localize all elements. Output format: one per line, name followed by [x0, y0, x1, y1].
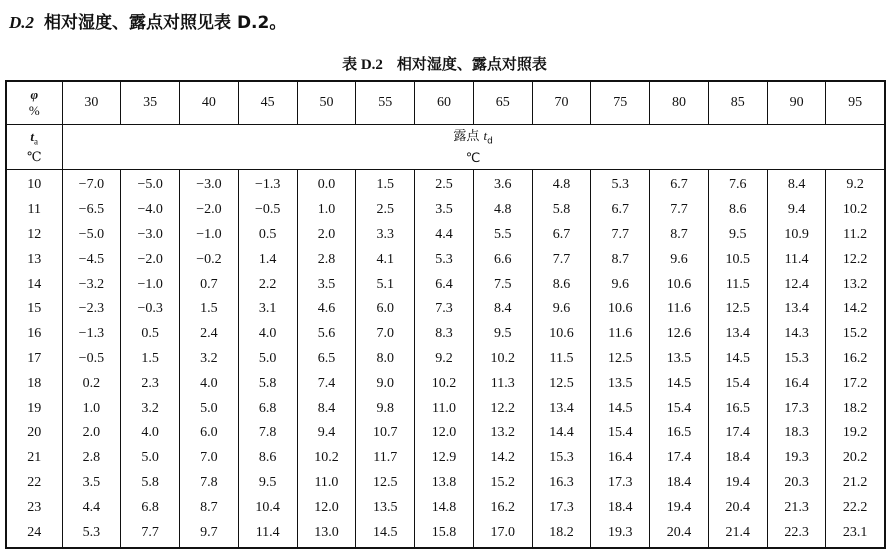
dew-point-cell: 14.2 — [473, 446, 532, 471]
dew-point-cell: 8.4 — [297, 396, 356, 421]
dew-point-cell: 12.4 — [767, 272, 826, 297]
dew-point-cell: 5.3 — [415, 247, 474, 272]
dew-point-cell: 7.5 — [473, 272, 532, 297]
temperature-cell: 24 — [6, 520, 62, 548]
dew-point-cell: −5.0 — [121, 170, 180, 198]
dew-point-cell: 10.2 — [297, 446, 356, 471]
dew-point-cell: 15.2 — [473, 471, 532, 496]
dew-point-cell: −2.3 — [62, 297, 121, 322]
dew-point-header — [62, 125, 885, 170]
dew-point-cell: 4.0 — [238, 322, 297, 347]
dew-point-cell: 21.2 — [826, 471, 885, 496]
dew-point-cell: 15.4 — [650, 396, 709, 421]
table-title: 相对湿度、露点对照表 — [396, 55, 547, 73]
dew-point-cell: −5.0 — [62, 223, 121, 248]
dew-point-cell: 14.8 — [415, 495, 474, 520]
dew-point-cell: 3.3 — [356, 223, 415, 248]
dew-point-cell: 15.8 — [415, 520, 474, 548]
dew-subscript: d — [487, 136, 493, 147]
dew-point-cell: −4.0 — [121, 198, 180, 223]
dew-point-cell: 13.8 — [415, 471, 474, 496]
ta-header-cell — [6, 125, 62, 170]
dew-point-cell: 5.8 — [238, 371, 297, 396]
dew-point-cell: 6.7 — [650, 170, 709, 198]
dew-symbol: t — [483, 127, 488, 143]
dew-point-cell: −2.0 — [121, 247, 180, 272]
dew-point-cell: 9.6 — [591, 272, 650, 297]
humidity-cell: 90 — [767, 81, 826, 125]
temperature-cell: 10 — [6, 170, 62, 198]
dew-point-cell: −3.0 — [180, 170, 239, 198]
dew-point-cell: 12.0 — [297, 495, 356, 520]
dew-point-cell: 14.5 — [356, 520, 415, 548]
dew-point-cell: 7.8 — [180, 471, 239, 496]
dew-point-cell: 11.3 — [473, 371, 532, 396]
dew-point-cell: 14.2 — [826, 297, 885, 322]
humidity-cell: 40 — [180, 81, 239, 125]
dew-point-cell: 9.4 — [767, 198, 826, 223]
table-row — [6, 371, 885, 396]
dew-point-cell: 3.1 — [238, 297, 297, 322]
humidity-cell: 55 — [356, 81, 415, 125]
dew-point-cell: 7.0 — [180, 446, 239, 471]
dew-point-cell: 0.5 — [238, 223, 297, 248]
dew-point-cell: 2.0 — [297, 223, 356, 248]
dew-point-cell: −4.5 — [62, 247, 121, 272]
temperature-cell: 22 — [6, 471, 62, 496]
dew-point-cell: 9.5 — [473, 322, 532, 347]
dew-point-cell: 7.0 — [356, 322, 415, 347]
humidity-cell: 50 — [297, 81, 356, 125]
dew-point-cell: 13.2 — [826, 272, 885, 297]
dew-point-cell: 15.3 — [532, 446, 591, 471]
dew-point-cell: 7.7 — [591, 223, 650, 248]
dew-point-cell: 18.2 — [532, 520, 591, 548]
dew-point-cell: 13.4 — [708, 322, 767, 347]
dew-point-cell: 17.2 — [826, 371, 885, 396]
dew-point-cell: 5.3 — [62, 520, 121, 548]
dew-point-cell: 17.0 — [473, 520, 532, 548]
dew-point-cell: 13.4 — [532, 396, 591, 421]
dew-point-cell: 9.7 — [180, 520, 239, 548]
humidity-cell: 75 — [591, 81, 650, 125]
dew-point-cell: 10.7 — [356, 421, 415, 446]
dew-point-cell: 2.8 — [62, 446, 121, 471]
dew-point-cell: 7.7 — [532, 247, 591, 272]
dew-point-cell: 21.3 — [767, 495, 826, 520]
dew-point-cell: 14.5 — [591, 396, 650, 421]
humidity-cell: 85 — [708, 81, 767, 125]
dew-point-cell: 14.5 — [708, 347, 767, 372]
dew-point-cell: 16.2 — [826, 347, 885, 372]
dew-point-cell: 16.3 — [532, 471, 591, 496]
table-row — [6, 396, 885, 421]
dew-point-cell: 18.4 — [591, 495, 650, 520]
dew-point-cell: 9.2 — [415, 347, 474, 372]
dew-point-cell: 17.3 — [532, 495, 591, 520]
dew-point-cell: 9.5 — [708, 223, 767, 248]
table-row — [6, 347, 885, 372]
dew-point-cell: 12.5 — [591, 347, 650, 372]
table-row — [6, 471, 885, 496]
dew-point-cell: 19.3 — [767, 446, 826, 471]
dew-point-cell: 1.0 — [297, 198, 356, 223]
dew-point-cell: 7.3 — [415, 297, 474, 322]
dew-point-cell: 2.0 — [62, 421, 121, 446]
dew-point-cell: 13.2 — [473, 421, 532, 446]
humidity-cell: 30 — [62, 81, 121, 125]
dew-point-cell: 6.5 — [297, 347, 356, 372]
dew-point-cell: 16.5 — [650, 421, 709, 446]
dew-point-cell: 16.5 — [708, 396, 767, 421]
dew-point-cell: 11.0 — [415, 396, 474, 421]
dew-point-cell: 5.0 — [121, 446, 180, 471]
dew-point-cell: 15.3 — [767, 347, 826, 372]
dew-point-cell: 11.2 — [826, 223, 885, 248]
dew-point-table — [5, 80, 886, 549]
dew-point-cell: 16.2 — [473, 495, 532, 520]
dew-point-cell: 11.5 — [708, 272, 767, 297]
dew-point-cell: 8.6 — [532, 272, 591, 297]
dew-point-cell: 19.3 — [591, 520, 650, 548]
dew-point-cell: 13.5 — [356, 495, 415, 520]
table-row — [6, 223, 885, 248]
phi-header-cell — [6, 81, 62, 125]
dew-point-cell: 6.0 — [180, 421, 239, 446]
temperature-cell: 19 — [6, 396, 62, 421]
humidity-cell: 80 — [650, 81, 709, 125]
dew-point-cell: 2.3 — [121, 371, 180, 396]
dew-label: 露点 — [453, 128, 484, 144]
dew-point-cell: 7.4 — [297, 371, 356, 396]
dew-point-cell: 1.5 — [180, 297, 239, 322]
dew-point-cell: 15.4 — [591, 421, 650, 446]
dew-point-cell: 10.2 — [826, 198, 885, 223]
dew-point-cell: 9.4 — [297, 421, 356, 446]
dew-point-cell: 10.4 — [238, 495, 297, 520]
dew-point-cell: 2.8 — [297, 247, 356, 272]
temperature-cell: 13 — [6, 247, 62, 272]
dew-point-cell: 11.7 — [356, 446, 415, 471]
dew-point-cell: 5.0 — [238, 347, 297, 372]
dew-point-cell: 5.6 — [297, 322, 356, 347]
phi-unit: % — [28, 103, 40, 118]
dew-point-cell: 1.5 — [356, 170, 415, 198]
dew-point-cell: 8.7 — [650, 223, 709, 248]
table-body — [6, 170, 885, 548]
dew-point-cell: 12.6 — [650, 322, 709, 347]
table-row — [6, 421, 885, 446]
table-code: 表 D.2 — [342, 57, 383, 73]
table-row — [6, 322, 885, 347]
dew-point-cell: 10.5 — [708, 247, 767, 272]
dew-point-cell: −2.0 — [180, 198, 239, 223]
dew-point-cell: 3.2 — [121, 396, 180, 421]
humidity-header-row — [6, 81, 885, 125]
table-row — [6, 272, 885, 297]
section-heading — [9, 8, 286, 33]
table-row — [6, 198, 885, 223]
dew-point-cell: 0.7 — [180, 272, 239, 297]
dew-point-cell: 19.2 — [826, 421, 885, 446]
dew-point-cell: 18.4 — [708, 446, 767, 471]
dew-point-cell: 12.2 — [826, 247, 885, 272]
dew-point-cell: 18.2 — [826, 396, 885, 421]
dew-point-cell: 8.6 — [708, 198, 767, 223]
dew-point-cell: −6.5 — [62, 198, 121, 223]
dew-point-cell: 6.8 — [238, 396, 297, 421]
dew-point-cell: 1.4 — [238, 247, 297, 272]
dew-point-cell: 2.4 — [180, 322, 239, 347]
dew-point-cell: 11.6 — [591, 322, 650, 347]
dew-point-cell: 4.0 — [180, 371, 239, 396]
dew-point-cell: 21.4 — [708, 520, 767, 548]
dew-point-cell: 13.5 — [591, 371, 650, 396]
temperature-cell: 15 — [6, 297, 62, 322]
temperature-cell: 14 — [6, 272, 62, 297]
dew-point-cell: 16.4 — [767, 371, 826, 396]
dew-point-cell: 9.5 — [238, 471, 297, 496]
dew-point-cell: 12.5 — [356, 471, 415, 496]
dew-point-cell: 0.2 — [62, 371, 121, 396]
dew-point-cell: 1.5 — [121, 347, 180, 372]
table-caption — [0, 53, 889, 74]
humidity-cell: 95 — [826, 81, 885, 125]
dew-point-cell: 12.9 — [415, 446, 474, 471]
dew-point-cell: 2.5 — [415, 170, 474, 198]
ta-unit: ℃ — [26, 149, 42, 165]
dew-point-cell: 11.6 — [650, 297, 709, 322]
dew-point-cell: 9.8 — [356, 396, 415, 421]
dew-point-cell: 19.4 — [708, 471, 767, 496]
dew-point-cell: 9.6 — [650, 247, 709, 272]
dew-point-cell: −0.5 — [62, 347, 121, 372]
dew-point-cell: 10.2 — [415, 371, 474, 396]
dew-point-cell: 14.5 — [650, 371, 709, 396]
ta-subscript: a — [34, 136, 39, 147]
dew-point-cell: 0.0 — [297, 170, 356, 198]
dew-point-cell: 10.9 — [767, 223, 826, 248]
dew-point-cell: −1.0 — [121, 272, 180, 297]
dew-point-cell: 12.2 — [473, 396, 532, 421]
dew-point-cell: 17.4 — [708, 421, 767, 446]
dew-point-cell: −0.3 — [121, 297, 180, 322]
table-row — [6, 446, 885, 471]
humidity-cell: 70 — [532, 81, 591, 125]
dew-point-cell: 12.5 — [532, 371, 591, 396]
dew-point-cell: 3.5 — [62, 471, 121, 496]
dew-point-cell: 4.1 — [356, 247, 415, 272]
dew-point-cell: 13.5 — [650, 347, 709, 372]
dew-point-cell: 9.6 — [532, 297, 591, 322]
table-row — [6, 495, 885, 520]
dew-point-cell: 6.0 — [356, 297, 415, 322]
dew-point-cell: 12.5 — [708, 297, 767, 322]
dew-point-cell: 8.3 — [415, 322, 474, 347]
dew-point-cell: 22.2 — [826, 495, 885, 520]
dew-point-cell: 3.5 — [297, 272, 356, 297]
dew-point-cell: 7.8 — [238, 421, 297, 446]
dew-point-cell: 11.4 — [767, 247, 826, 272]
dew-point-cell: 4.4 — [62, 495, 121, 520]
dew-point-cell: 10.6 — [650, 272, 709, 297]
dew-point-cell: 22.3 — [767, 520, 826, 548]
table-row — [6, 170, 885, 198]
dew-point-cell: 5.8 — [532, 198, 591, 223]
temperature-cell: 12 — [6, 223, 62, 248]
dew-unit: ℃ — [465, 151, 481, 167]
dew-point-cell: 8.4 — [767, 170, 826, 198]
dew-point-cell: 5.5 — [473, 223, 532, 248]
dew-point-cell: 8.4 — [473, 297, 532, 322]
dew-point-cell: 19.4 — [650, 495, 709, 520]
dew-point-cell: 11.4 — [238, 520, 297, 548]
temperature-cell: 20 — [6, 421, 62, 446]
dew-point-cell: 4.8 — [532, 170, 591, 198]
dew-point-cell: 13.0 — [297, 520, 356, 548]
dew-point-cell: 3.2 — [180, 347, 239, 372]
dew-point-cell: 18.3 — [767, 421, 826, 446]
table-row — [6, 247, 885, 272]
dew-point-cell: 4.6 — [297, 297, 356, 322]
dew-point-cell: 3.5 — [415, 198, 474, 223]
dew-point-cell: 23.1 — [826, 520, 885, 548]
dew-point-cell: 2.5 — [356, 198, 415, 223]
humidity-cell: 45 — [238, 81, 297, 125]
temperature-cell: 11 — [6, 198, 62, 223]
dew-point-cell: 7.6 — [708, 170, 767, 198]
dew-point-cell: 15.4 — [708, 371, 767, 396]
temperature-cell: 17 — [6, 347, 62, 372]
dew-point-cell: 8.7 — [591, 247, 650, 272]
dew-point-cell: −7.0 — [62, 170, 121, 198]
dew-point-cell: 0.5 — [121, 322, 180, 347]
dew-point-cell: 10.6 — [532, 322, 591, 347]
dew-point-cell: 13.4 — [767, 297, 826, 322]
dew-point-cell: 9.2 — [826, 170, 885, 198]
section-text: 相对湿度、露点对照见表 D.2。 — [44, 13, 287, 33]
dew-point-cell: 20.3 — [767, 471, 826, 496]
dew-point-cell: 6.8 — [121, 495, 180, 520]
humidity-cell: 35 — [121, 81, 180, 125]
dew-point-cell: 3.6 — [473, 170, 532, 198]
dew-point-cell: 1.0 — [62, 396, 121, 421]
dew-point-cell: 6.7 — [532, 223, 591, 248]
dew-point-cell: −0.5 — [238, 198, 297, 223]
dew-point-cell: 11.0 — [297, 471, 356, 496]
dew-point-cell: 17.4 — [650, 446, 709, 471]
ta-symbol: t — [30, 128, 35, 144]
dew-point-cell: −3.2 — [62, 272, 121, 297]
dew-point-cell: 2.2 — [238, 272, 297, 297]
dew-point-cell: 8.6 — [238, 446, 297, 471]
phi-symbol: φ — [30, 87, 39, 102]
dew-point-header-row — [6, 125, 885, 170]
dew-point-cell: 4.4 — [415, 223, 474, 248]
humidity-cell: 65 — [473, 81, 532, 125]
dew-point-cell: 17.3 — [767, 396, 826, 421]
dew-point-cell: −1.0 — [180, 223, 239, 248]
dew-point-cell: 6.6 — [473, 247, 532, 272]
dew-point-cell: 4.0 — [121, 421, 180, 446]
dew-point-cell: 7.7 — [121, 520, 180, 548]
dew-point-cell: 14.4 — [532, 421, 591, 446]
temperature-cell: 16 — [6, 322, 62, 347]
table-row — [6, 520, 885, 548]
dew-point-cell: 20.4 — [708, 495, 767, 520]
dew-point-cell: −1.3 — [238, 170, 297, 198]
dew-point-cell: −3.0 — [121, 223, 180, 248]
dew-point-cell: −1.3 — [62, 322, 121, 347]
dew-point-cell: 4.8 — [473, 198, 532, 223]
dew-point-cell: −0.2 — [180, 247, 239, 272]
section-code: D.2 — [9, 13, 35, 32]
dew-point-cell: 8.7 — [180, 495, 239, 520]
dew-point-cell: 5.3 — [591, 170, 650, 198]
dew-point-cell: 5.0 — [180, 396, 239, 421]
dew-point-cell: 16.4 — [591, 446, 650, 471]
dew-point-cell: 6.4 — [415, 272, 474, 297]
dew-point-cell: 18.4 — [650, 471, 709, 496]
dew-point-cell: 9.0 — [356, 371, 415, 396]
dew-point-cell: 8.0 — [356, 347, 415, 372]
dew-point-cell: 5.1 — [356, 272, 415, 297]
temperature-cell: 18 — [6, 371, 62, 396]
temperature-cell: 23 — [6, 495, 62, 520]
dew-point-cell: 20.4 — [650, 520, 709, 548]
dew-point-cell: 17.3 — [591, 471, 650, 496]
humidity-cell: 60 — [415, 81, 474, 125]
table-row — [6, 297, 885, 322]
dew-point-cell: 20.2 — [826, 446, 885, 471]
dew-point-cell: 10.2 — [473, 347, 532, 372]
dew-point-cell: 6.7 — [591, 198, 650, 223]
dew-point-cell: 15.2 — [826, 322, 885, 347]
dew-point-cell: 14.3 — [767, 322, 826, 347]
dew-point-cell: 10.6 — [591, 297, 650, 322]
dew-point-cell: 12.0 — [415, 421, 474, 446]
temperature-cell: 21 — [6, 446, 62, 471]
dew-point-cell: 7.7 — [650, 198, 709, 223]
dew-point-cell: 5.8 — [121, 471, 180, 496]
dew-point-cell: 11.5 — [532, 347, 591, 372]
